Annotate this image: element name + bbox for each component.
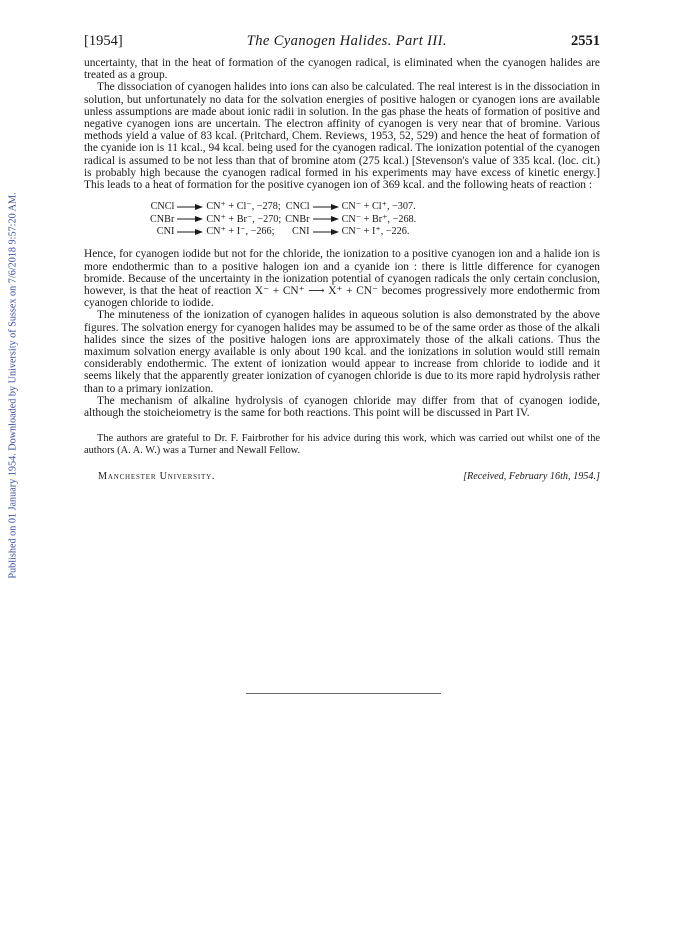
arrow-icon <box>177 226 203 238</box>
products: CN⁻ + Br⁺, −268. <box>341 213 417 225</box>
products: CN⁺ + Cl⁻, −278; <box>206 201 281 213</box>
received-date: [Received, February 16th, 1954.] <box>463 470 600 482</box>
reactant: CNI <box>156 226 175 238</box>
institution: Manchester University. <box>98 470 216 482</box>
download-notice-sidebar <box>6 150 20 620</box>
arrow-icon <box>313 226 339 238</box>
reactant: CNBr <box>285 213 310 225</box>
arrow-icon <box>177 201 203 213</box>
arrow-icon <box>177 214 203 226</box>
reaction-row <box>150 214 416 226</box>
reaction-row <box>150 226 416 238</box>
arrow-icon <box>313 214 339 226</box>
reactant: CNI <box>292 226 310 238</box>
arrow-icon <box>313 201 339 213</box>
paragraph: Hence, for cyanogen iodide but not for the chloride, the ionization to a positive cyanogen ion and a halide ion is more endothermic than to a positive halogen ion and a cyanide ion : there is little difference for cyanogen bromide. Because of the uncertainty in the ionization potential of cyanogen radicals the only certain conclusion, however, is that the heat of reaction X⁻ + CN⁺ ⟶ X⁺ + CN⁻ becomes progressively more endothermic from cyanogen chloride to iodide. <box>84 248 600 310</box>
download-notice-text: Published on 01 January 1954. Downloaded by University of Sussex on 7/6/2018 9:57:20 AM. <box>7 191 19 579</box>
journal-page <box>84 33 600 482</box>
products: CN⁺ + I⁻, −266; <box>206 226 275 238</box>
products: CN⁻ + I⁺, −226. <box>341 226 410 238</box>
article-body <box>84 57 600 419</box>
reaction-heats-table <box>150 201 416 238</box>
paragraph: The mechanism of alkaline hydrolysis of cyanogen chloride may differ from that of cyanogen iodide, although the stoicheiometry is the same for both reactions. This point will be discussed in Part IV. <box>84 394 600 420</box>
paragraph: The minuteness of the ionization of cyanogen halides in aqueous solution is also demonstrated by the above figures. The solvation energy for cyanogen halides may be assumed to be of the same order as those of the alkali halides since the sizes of the positive halogen ions are approximately those of the alkali cations. Thus the maximum solvation energy available is only about 190 kcal. and the ionizations in solution would still remain considerably endothermic. The extent of ionization would appear to increase from chloride to iodide and it seems likely that the apparently greater ionization of cyanogen chloride is due to its more rapid hydrolysis rather than to a primary ionization. <box>84 309 600 395</box>
header-title: The Cyanogen Halides. Part III. <box>246 33 447 49</box>
signature-line <box>84 471 600 482</box>
acknowledgement: The authors are grateful to Dr. F. Fairbrother for his advice during this work, which was carried out whilst one of the authors (A. A. W.) was a Turner and Newall Fellow. <box>84 433 600 457</box>
paragraph: The dissociation of cyanogen halides into ions can also be calculated. The real interest is in the dissociation in solution, but unfortunately no data for the solvation energies of positive halogen or cyanogen ions are available unless assumptions are made about ionic radii in solution. In the gas phase the heats of formation of positive and negative cyanogen ions are uncertain. The electron affinity of cyanogen is very near that of bromine. Various methods yield a value of 83 kcal. (Pritchard, Chem. Reviews, 1953, 52, 529) and hence the heat of formation of the cyanide ion is 11 kcal., 94 kcal. being used for the cyanogen radical. The ionization potential of the cyanogen radical is assumed to be not less than that of bromine atom (275 kcal.) [Stevenson's value of 335 kcal. (loc. cit.) is probably high because the cyanogen radical formed in his experiments may have excess of kinetic energy.] This leads to a heat of formation for the positive cyanogen ion of 369 kcal. and the following heats of reaction : <box>84 81 600 192</box>
page-number: 2551 <box>571 33 600 49</box>
reaction-row <box>150 201 416 213</box>
paragraph: uncertainty, that in the heat of formation of the cyanogen radical, is eliminated when the cyanogen halides are treated as a group. <box>84 57 600 82</box>
products: CN⁺ + Br⁻, −270; <box>206 213 282 225</box>
header-year: [1954] <box>84 33 123 49</box>
running-header <box>84 33 600 50</box>
reactant: CNCl <box>150 201 175 213</box>
end-divider <box>246 693 441 694</box>
products: CN⁻ + Cl⁺, −307. <box>341 201 416 213</box>
reactant: CNCl <box>285 201 310 213</box>
reactant: CNBr <box>150 213 175 225</box>
